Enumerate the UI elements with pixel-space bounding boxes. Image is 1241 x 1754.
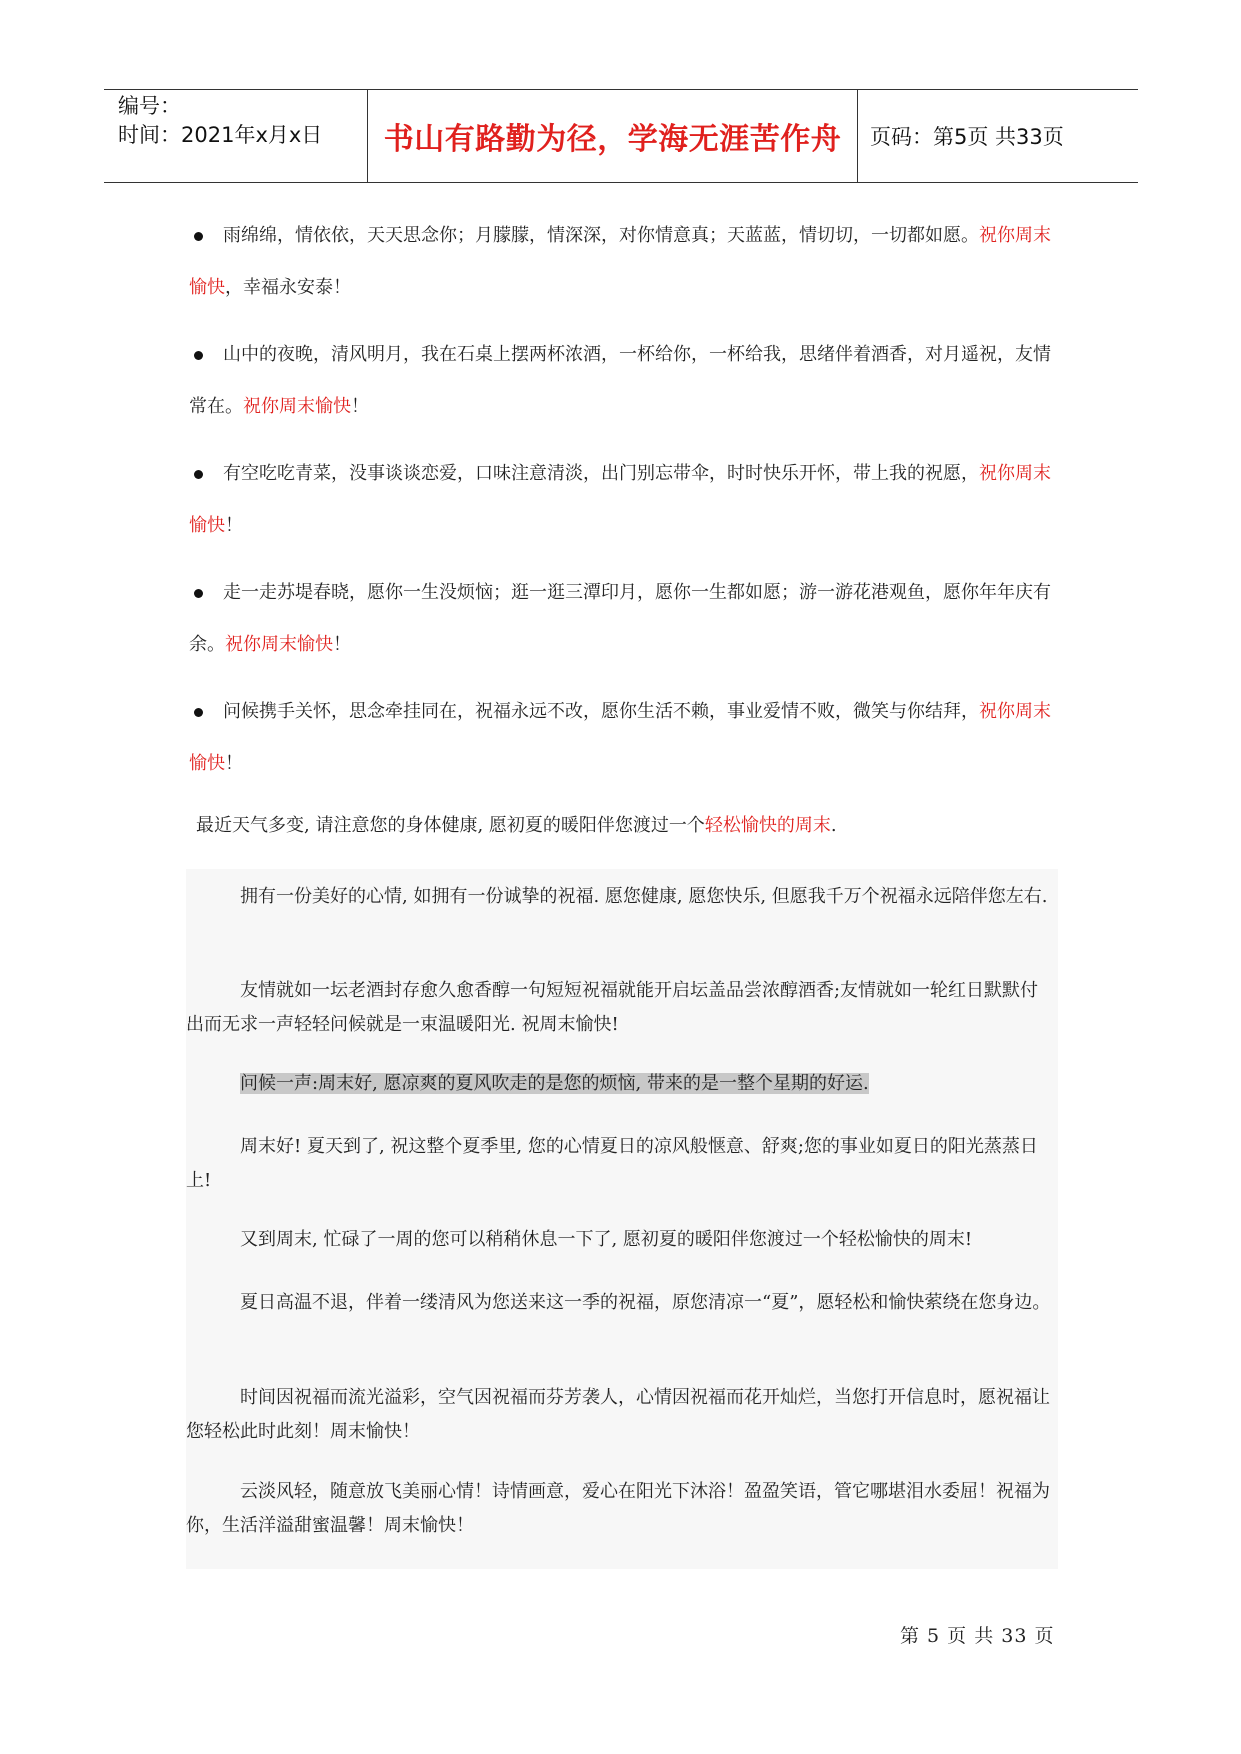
list-item: [189, 329, 1055, 433]
greeting-paragraph: 友情就如一坛老酒封存愈久愈香醇一句短短祝福就能开启坛盖品尝浓醇酒香;友情就如一轮红日默默付出而无求一声轻轻问候就是一束温暖阳光. 祝周末愉快!: [186, 980, 1039, 1035]
document-number-label: 编号：: [118, 94, 181, 118]
highlighted-greeting: 问候一声:周末好, 愿凉爽的夏风吹走的是您的烦恼, 带来的是一整个星期的好运.: [240, 1073, 869, 1094]
bullet-highlight: 祝你周末愉快: [225, 634, 333, 655]
bullet-tail: ！: [225, 753, 243, 774]
bullet-tail: ！: [333, 634, 351, 655]
page-footer: 第 5 页 共 33 页: [900, 1625, 1055, 1647]
intro-paragraph: [196, 812, 1056, 840]
bullet-highlight: 祝你周末愉快: [189, 225, 1051, 298]
greeting-paragraph: 拥有一份美好的心情, 如拥有一份诚挚的祝福. 愿您健康, 愿您快乐, 但愿我千万个祝福永远陪伴您左右.: [240, 886, 1048, 907]
page-header: [104, 89, 1138, 183]
bullet-tail: ，幸福永安泰！: [225, 277, 351, 298]
header-page-label: 页码：第5页 共33页: [870, 125, 1064, 149]
bullet-highlight: 祝你周末愉快: [189, 463, 1051, 536]
intro-tail: .: [830, 815, 837, 836]
bullet-icon: [194, 232, 203, 241]
bullet-icon: [194, 589, 203, 598]
list-item: [189, 686, 1055, 790]
bullet-icon: [194, 708, 203, 717]
bullet-icon: [194, 470, 203, 479]
greeting-paragraph: 时间因祝福而流光溢彩，空气因祝福而芬芳袭人，心情因祝福而花开灿烂，当您打开信息时，愿祝福让您轻松此时此刻！周末愉快！: [186, 1387, 1050, 1442]
greeting-paragraph: 夏日高温不退，伴着一缕清风为您送来这一季的祝福，原您清凉一“夏”，愿轻松和愉快萦绕在您身边。: [240, 1292, 1051, 1313]
greeting-paragraph: 云淡风轻，随意放飞美丽心情！诗情画意，爱心在阳光下沐浴！盈盈笑语，管它哪堪泪水委屈！祝福为你，生活洋溢甜蜜温馨！周末愉快！: [186, 1481, 1050, 1536]
list-item: [189, 210, 1055, 314]
header-meta: [104, 90, 368, 182]
list-item: [189, 448, 1055, 552]
greeting-paragraph: 周末好! 夏天到了, 祝这整个夏季里, 您的心情夏日的凉风般惬意、舒爽;您的事业如夏日的阳光蒸蒸日上!: [186, 1136, 1038, 1191]
bullet-text: 有空吃吃青菜，没事谈谈恋爱，口味注意清淡，出门别忘带伞，时时快乐开怀，带上我的祝愿，: [223, 463, 979, 484]
document-time-label: 时间：2021年x月x日: [118, 123, 323, 147]
bullet-highlight: 祝你周末愉快: [243, 396, 351, 417]
greeting-paragraph: 又到周末, 忙碌了一周的您可以稍稍休息一下了, 愿初夏的暖阳伴您渡过一个轻松愉快的周末!: [240, 1229, 973, 1250]
bullet-text: 问候携手关怀，思念牵挂同在，祝福永远不改，愿你生活不赖，事业爱情不败，微笑与你结拜，: [223, 701, 979, 722]
intro-highlight: 轻松愉快的周末: [704, 815, 831, 836]
bullet-icon: [194, 351, 203, 360]
greeting-bullet-list: [189, 210, 1055, 805]
bullet-highlight: 祝你周末愉快: [189, 701, 1051, 774]
intro-text: 最近天气多变, 请注意您的身体健康, 愿初夏的暖阳伴您渡过一个: [196, 815, 705, 836]
greeting-paragraph: [186, 1067, 1054, 1101]
bullet-tail: ！: [351, 396, 369, 417]
list-item: [189, 567, 1055, 671]
bullet-text: 山中的夜晚，清风明月，我在石桌上摆两杯浓酒，一杯给你，一杯给我，思绪伴着酒香，对月遥祝，友情常在。: [189, 344, 1051, 417]
header-motto: 书山有路勤为径，学海无涯苦作舟: [368, 90, 858, 182]
bullet-text: 雨绵绵，情依依，天天思念你；月朦朦，情深深，对你情意真；天蓝蓝，情切切，一切都如愿。: [223, 225, 979, 246]
bullet-text: 走一走苏堤春晓，愿你一生没烦恼；逛一逛三潭印月，愿你一生都如愿；游一游花港观鱼，愿你年年庆有余。: [189, 582, 1051, 655]
bullet-tail: ！: [225, 515, 243, 536]
